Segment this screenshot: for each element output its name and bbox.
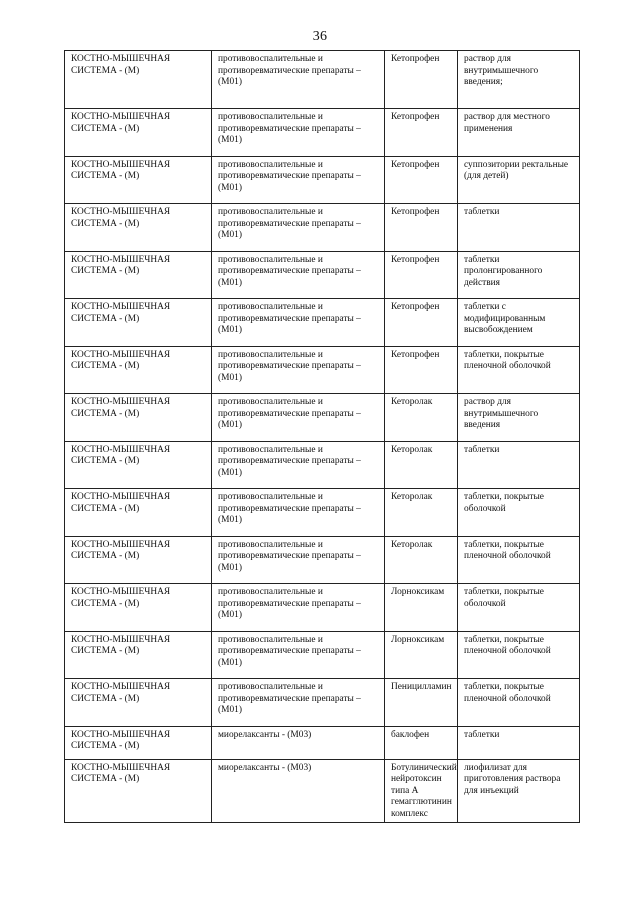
group-cell: противовоспалительные и противоревматические препараты – (М01) — [212, 441, 385, 489]
system-cell: КОСТНО-МЫШЕЧНАЯ СИСТЕМА - (М) — [65, 394, 212, 442]
system-cell: КОСТНО-МЫШЕЧНАЯ СИСТЕМА - (М) — [65, 441, 212, 489]
system-cell: КОСТНО-МЫШЕЧНАЯ СИСТЕМА - (М) — [65, 251, 212, 299]
drug-cell: Кетопрофен — [385, 346, 458, 394]
group-cell: противовоспалительные и противоревматические препараты – (М01) — [212, 156, 385, 204]
table-row — [65, 536, 580, 584]
group-cell: противовоспалительные и противоревматические препараты – (М01) — [212, 204, 385, 252]
drug-cell: Кеторолак — [385, 441, 458, 489]
group-cell: противовоспалительные и противоревматические препараты – (М01) — [212, 631, 385, 679]
group-cell: противовоспалительные и противоревматические препараты – (М01) — [212, 346, 385, 394]
form-cell: таблетки, покрытые пленочной оболочкой — [458, 346, 580, 394]
table-row — [65, 441, 580, 489]
system-cell: КОСТНО-МЫШЕЧНАЯ СИСТЕМА - (М) — [65, 299, 212, 347]
table-row — [65, 679, 580, 727]
form-cell: раствор для местного применения — [458, 109, 580, 157]
system-cell: КОСТНО-МЫШЕЧНАЯ СИСТЕМА - (М) — [65, 759, 212, 823]
system-cell: КОСТНО-МЫШЕЧНАЯ СИСТЕМА - (М) — [65, 679, 212, 727]
group-cell: противовоспалительные и противоревматические препараты – (М01) — [212, 679, 385, 727]
drug-cell: Кетопрофен — [385, 299, 458, 347]
form-cell: таблетки с модифицированным высвобождением — [458, 299, 580, 347]
table-row — [65, 51, 580, 109]
drug-cell: Кеторолак — [385, 489, 458, 537]
group-cell: противовоспалительные и противоревматические препараты – (М01) — [212, 109, 385, 157]
drug-cell: Кетопрофен — [385, 109, 458, 157]
group-cell: противовоспалительные и противоревматические препараты – (М01) — [212, 489, 385, 537]
page-number: 36 — [312, 29, 328, 44]
table-row — [65, 631, 580, 679]
drug-cell: Кетопрофен — [385, 251, 458, 299]
table-row — [65, 299, 580, 347]
table-row — [65, 759, 580, 823]
drug-cell: Кетопрофен — [385, 156, 458, 204]
drug-cell: Кетопрофен — [385, 51, 458, 109]
form-cell: таблетки — [458, 726, 580, 759]
drug-cell: Кетопрофен — [385, 204, 458, 252]
form-cell: таблетки — [458, 204, 580, 252]
form-cell: раствор для внутримышечного введения; — [458, 51, 580, 109]
system-cell: КОСТНО-МЫШЕЧНАЯ СИСТЕМА - (М) — [65, 584, 212, 632]
drug-cell: Кеторолак — [385, 536, 458, 584]
table-row — [65, 251, 580, 299]
group-cell: миорелаксанты - (М03) — [212, 726, 385, 759]
system-cell: КОСТНО-МЫШЕЧНАЯ СИСТЕМА - (М) — [65, 109, 212, 157]
system-cell: КОСТНО-МЫШЕЧНАЯ СИСТЕМА - (М) — [65, 346, 212, 394]
drug-cell: баклофен — [385, 726, 458, 759]
group-cell: противовоспалительные и противоревматические препараты – (М01) — [212, 584, 385, 632]
table-row — [65, 156, 580, 204]
drug-cell: Кеторолак — [385, 394, 458, 442]
drug-cell: Лорноксикам — [385, 631, 458, 679]
system-cell: КОСТНО-МЫШЕЧНАЯ СИСТЕМА - (М) — [65, 489, 212, 537]
table-row — [65, 204, 580, 252]
group-cell: миорелаксанты - (М03) — [212, 759, 385, 823]
table-row — [65, 109, 580, 157]
group-cell: противовоспалительные и противоревматические препараты – (М01) — [212, 394, 385, 442]
form-cell: таблетки, покрытые пленочной оболочкой — [458, 631, 580, 679]
form-cell: таблетки, покрытые оболочкой — [458, 584, 580, 632]
system-cell: КОСТНО-МЫШЕЧНАЯ СИСТЕМА - (М) — [65, 631, 212, 679]
system-cell: КОСТНО-МЫШЕЧНАЯ СИСТЕМА - (М) — [65, 51, 212, 109]
drug-cell: Ботулинический нейротоксин типа А гемагглютинин комплекс — [385, 759, 458, 823]
system-cell: КОСТНО-МЫШЕЧНАЯ СИСТЕМА - (М) — [65, 536, 212, 584]
table-row — [65, 726, 580, 759]
group-cell: противовоспалительные и противоревматические препараты – (М01) — [212, 299, 385, 347]
group-cell: противовоспалительные и противоревматические препараты – (М01) — [212, 51, 385, 109]
system-cell: КОСТНО-МЫШЕЧНАЯ СИСТЕМА - (М) — [65, 156, 212, 204]
form-cell: раствор для внутримышечного введения — [458, 394, 580, 442]
drug-cell: Пеницилламин — [385, 679, 458, 727]
table-row — [65, 584, 580, 632]
form-cell: таблетки, покрытые пленочной оболочкой — [458, 679, 580, 727]
form-cell: лиофилизат для приготовления раствора для инъекций — [458, 759, 580, 823]
table-row — [65, 489, 580, 537]
table-row — [65, 394, 580, 442]
form-cell: таблетки — [458, 441, 580, 489]
system-cell: КОСТНО-МЫШЕЧНАЯ СИСТЕМА - (М) — [65, 204, 212, 252]
group-cell: противовоспалительные и противоревматические препараты – (М01) — [212, 251, 385, 299]
drug-list-table — [64, 50, 580, 823]
drug-cell: Лорноксикам — [385, 584, 458, 632]
table-row — [65, 346, 580, 394]
form-cell: таблетки, покрытые оболочкой — [458, 489, 580, 537]
form-cell: таблетки пролонгированного действия — [458, 251, 580, 299]
form-cell: таблетки, покрытые пленочной оболочкой — [458, 536, 580, 584]
group-cell: противовоспалительные и противоревматические препараты – (М01) — [212, 536, 385, 584]
system-cell: КОСТНО-МЫШЕЧНАЯ СИСТЕМА - (М) — [65, 726, 212, 759]
form-cell: суппозитории ректальные (для детей) — [458, 156, 580, 204]
